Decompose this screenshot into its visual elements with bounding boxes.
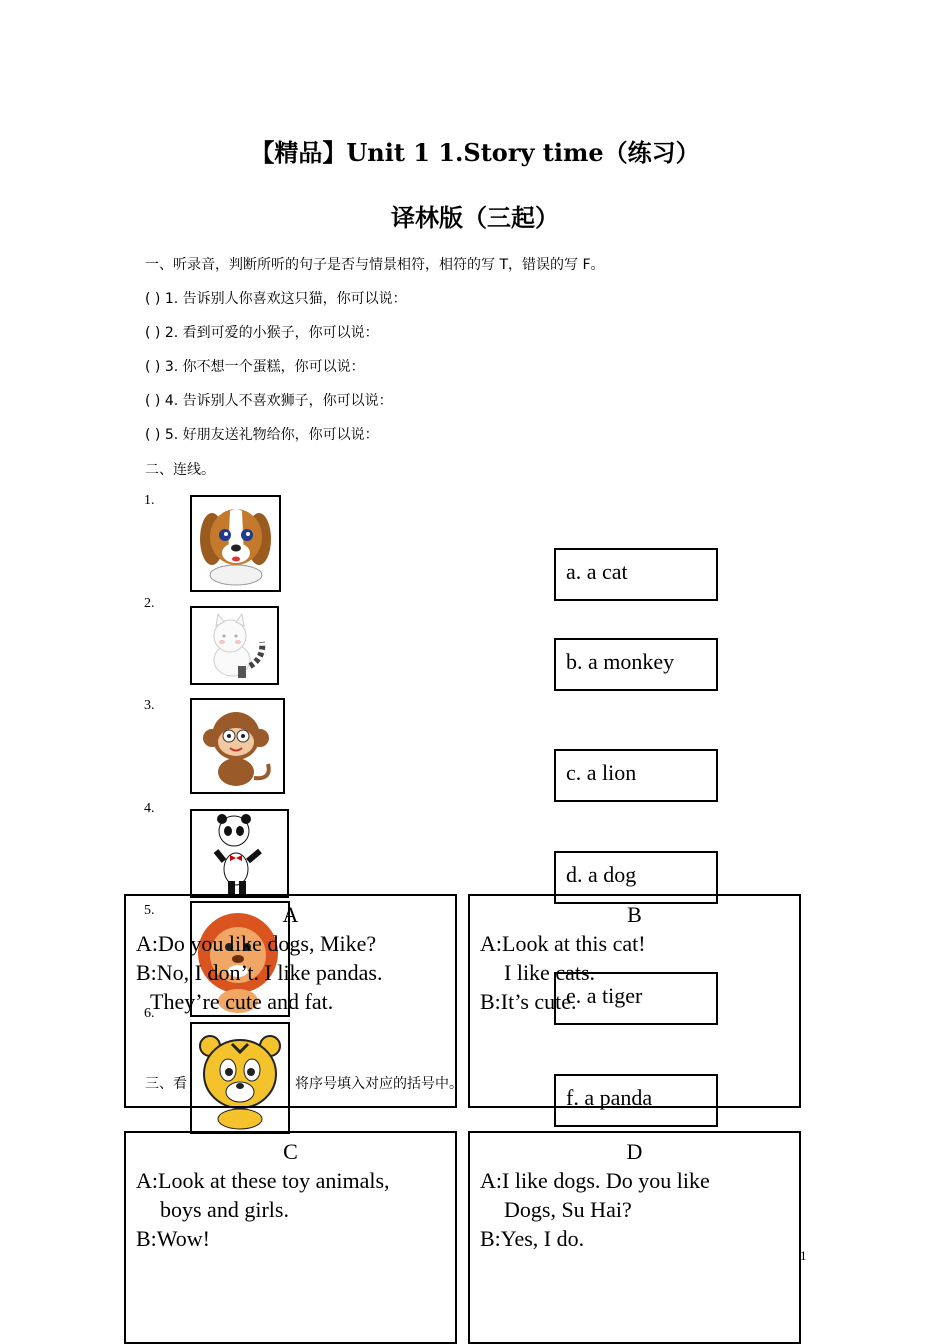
dialog-a-line-1: A:Do you like dogs, Mike? xyxy=(136,931,377,956)
word-box-f: f. a panda xyxy=(554,1074,718,1127)
part1-heading: 一、听录音，判断所听的句子是否与情景相符，相符的写 T，错误的写 F。 xyxy=(145,257,605,273)
item-number-4: 4. xyxy=(144,801,155,816)
panda-picture xyxy=(190,809,289,898)
dialog-label-d: D xyxy=(626,1139,643,1164)
dialog-a-line-2: B:No, I don’t. I like pandas. xyxy=(136,960,383,985)
part3-heading-end: 将序号填入对应的括号中。 xyxy=(295,1076,463,1092)
cat-picture xyxy=(190,606,279,685)
dialog-b-line-3: B:It’s cute. xyxy=(480,989,577,1014)
page-title: 【精品】Unit 1 1.Story time（练习） xyxy=(250,138,700,167)
part2-heading: 二、连线。 xyxy=(145,462,215,478)
word-box-a: a. a cat xyxy=(554,548,718,601)
item-number-1: 1. xyxy=(144,493,155,508)
part1-item-3: ( ) 3. 你不想一个蛋糕，你可以说： xyxy=(145,359,365,375)
page-subtitle: 译林版（三起） xyxy=(391,203,559,232)
dog-picture xyxy=(190,495,281,592)
page-number: 1 xyxy=(800,1248,807,1263)
monkey-picture xyxy=(190,698,285,794)
dialog-label-c: C xyxy=(283,1139,298,1164)
item-number-2: 2. xyxy=(144,596,155,611)
word-box-c: c. a lion xyxy=(554,749,718,802)
dialog-label-b: B xyxy=(627,902,642,927)
dialog-a-line-3: They’re cute and fat. xyxy=(150,989,334,1014)
item-number-5: 5. xyxy=(144,903,155,918)
part1-item-2: ( ) 2. 看到可爱的小猴子，你可以说： xyxy=(145,325,379,341)
part1-item-5: ( ) 5. 好朋友送礼物给你，你可以说： xyxy=(145,427,379,443)
part1-item-1: ( ) 1. 告诉别人你喜欢这只猫，你可以说： xyxy=(145,291,407,307)
part3-heading-start: 三、看 xyxy=(145,1076,187,1092)
item-number-3: 3. xyxy=(144,698,155,713)
dialog-d-line-3: B:Yes, I do. xyxy=(480,1226,585,1251)
dialog-box-c xyxy=(124,1131,457,1344)
dialog-b-line-2: I like cats. xyxy=(504,960,596,985)
dialog-b-line-1: A:Look at this cat! xyxy=(480,931,646,956)
word-box-e: e. a tiger xyxy=(554,972,718,1025)
word-box-d: d. a dog xyxy=(554,851,718,904)
dialog-box-d xyxy=(468,1131,801,1344)
word-box-b: b. a monkey xyxy=(554,638,718,691)
dialog-c-line-1: A:Look at these toy animals, xyxy=(136,1168,390,1193)
dialog-box-a xyxy=(124,894,457,1108)
dialog-c-line-3: B:Wow! xyxy=(136,1226,211,1251)
dialog-d-line-1: A:I like dogs. Do you like xyxy=(480,1168,710,1193)
dialog-c-line-2: boys and girls. xyxy=(160,1197,289,1222)
dialog-label-a: A xyxy=(282,902,299,927)
item-number-6: 6. xyxy=(144,1006,155,1021)
part1-item-4: ( ) 4. 告诉别人不喜欢狮子，你可以说： xyxy=(145,393,393,409)
dialog-box-b xyxy=(468,894,801,1108)
dialog-d-line-2: Dogs, Su Hai? xyxy=(504,1197,632,1222)
